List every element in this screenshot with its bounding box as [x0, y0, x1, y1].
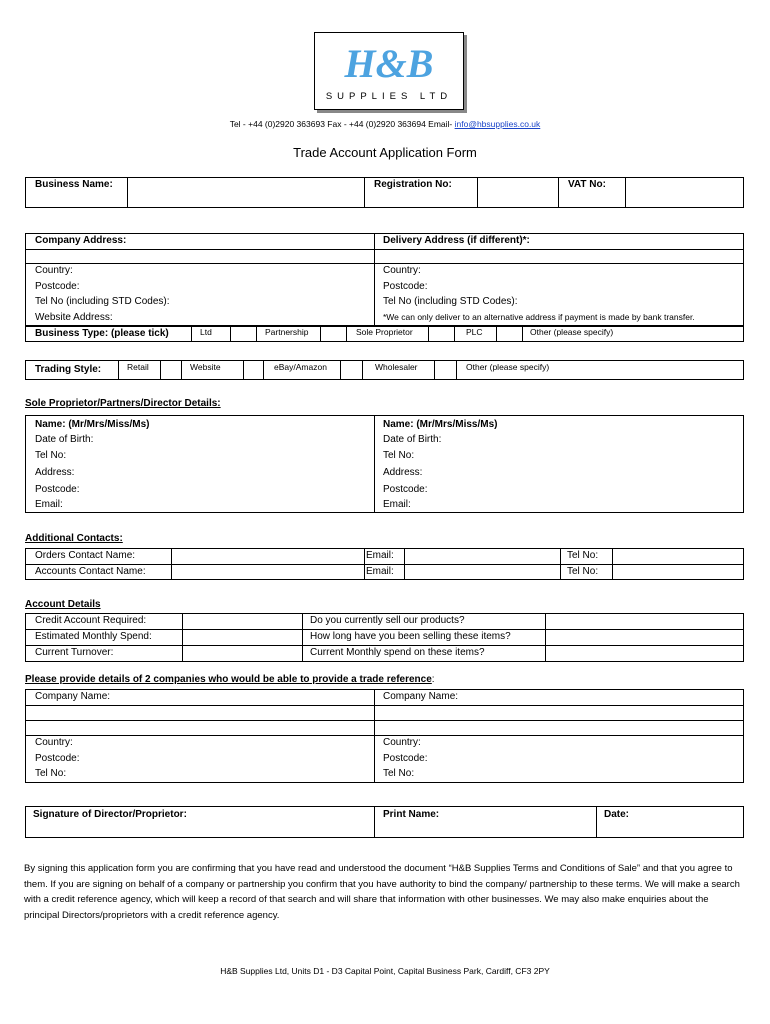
business-type-ltd-label: Ltd: [200, 327, 212, 337]
print-name-input[interactable]: [375, 822, 596, 837]
contacts-heading: Additional Contacts:: [25, 533, 123, 544]
trading-style-other-label: Other (please specify): [466, 362, 550, 372]
trading-style-retail-checkbox[interactable]: [161, 361, 181, 379]
delivery-address-label: Delivery Address (if different)*:: [383, 235, 530, 246]
director1-address-label: Address:: [35, 467, 75, 478]
business-type-sole-label: Sole Proprietor: [356, 327, 413, 337]
current-spend-label: Current Monthly spend on these items?: [310, 647, 485, 658]
registration-no-label: Registration No:: [374, 179, 452, 190]
company-address-input[interactable]: [26, 250, 374, 263]
accounts-contact-input[interactable]: [172, 565, 364, 579]
ref1-country-label: Country:: [35, 737, 73, 748]
trading-style-other-input[interactable]: [565, 361, 743, 379]
ref2-company-name-label: Company Name:: [383, 691, 459, 702]
delivery-tel-label: Tel No (including STD Codes):: [383, 296, 518, 307]
print-name-label: Print Name:: [383, 809, 440, 820]
vat-no-input[interactable]: [626, 178, 743, 207]
ref1-tel-label: Tel No:: [35, 768, 67, 779]
director2-email-label: Email:: [383, 499, 411, 510]
current-turnover-label: Current Turnover:: [35, 647, 114, 658]
director1-tel-label: Tel No:: [35, 450, 67, 461]
director2-tel-label: Tel No:: [383, 450, 415, 461]
orders-contact-input[interactable]: [172, 549, 364, 564]
business-name-label: Business Name:: [35, 179, 113, 190]
delivery-note: *We can only deliver to an alternative address if payment is made by bank transfer.: [383, 312, 695, 322]
accounts-tel-input[interactable]: [613, 565, 743, 579]
business-type-label: Business Type: (please tick): [35, 328, 169, 339]
date-label: Date:: [604, 809, 630, 820]
references-heading-colon: :: [431, 674, 435, 685]
directors-heading: Sole Proprietor/Partners/Director Details:: [25, 398, 221, 409]
orders-contact-label: Orders Contact Name:: [35, 550, 136, 561]
orders-email-input[interactable]: [405, 549, 560, 564]
registration-no-input[interactable]: [478, 178, 558, 207]
ref2-tel-label: Tel No:: [383, 768, 415, 779]
email-link[interactable]: info@hbsupplies.co.uk: [454, 119, 541, 129]
accounts-tel-label: Tel No:: [567, 566, 599, 577]
trading-style-wholesaler-checkbox[interactable]: [435, 361, 456, 379]
sell-products-input[interactable]: [546, 614, 743, 629]
business-type-sole-checkbox[interactable]: [429, 327, 454, 341]
business-type-plc-checkbox[interactable]: [497, 327, 522, 341]
signature-input[interactable]: [26, 822, 374, 837]
sell-products-label: Do you currently sell our products?: [310, 615, 465, 626]
company-country-label: Country:: [35, 265, 73, 276]
trading-style-label: Trading Style:: [35, 364, 102, 375]
director1-email-label: Email:: [35, 499, 63, 510]
logo-main-text: H&B: [344, 41, 434, 86]
logo-sub-text: SUPPLIES LTD: [325, 91, 453, 102]
accounts-contact-label: Accounts Contact Name:: [35, 566, 146, 577]
trading-style-website-checkbox[interactable]: [244, 361, 263, 379]
website-label: Website Address:: [35, 312, 113, 323]
ref2-country-label: Country:: [383, 737, 421, 748]
director2-dob-label: Date of Birth:: [383, 434, 442, 445]
business-type-partnership-checkbox[interactable]: [321, 327, 346, 341]
ref2-address-input[interactable]: [375, 706, 743, 735]
logo-graphic: [315, 33, 463, 109]
business-type-partnership-label: Partnership: [265, 327, 309, 337]
form-title: Trade Account Application Form: [293, 145, 477, 160]
company-logo: [314, 32, 464, 110]
declaration-text: By signing this application form you are confirming that you have read and understood the document “H&B Supplies Terms and Conditions of Sale” and that you agree to them. If you are signing on behalf of a company or partnership you confirm that you have authority to bind the company/ partnership to these terms. We will make a search with a credit reference agency, which will keep a record of that search and will share that information with other businesses. We may also make enquiries about the principal Directors/proprietors with a credit reference agency.: [24, 863, 740, 921]
references-heading: Please provide details of 2 companies who would be able to provide a trade reference: [25, 674, 432, 685]
contact-line: [0, 119, 770, 129]
account-details-heading: Account Details: [25, 599, 101, 610]
company-tel-label: Tel No (including STD Codes):: [35, 296, 170, 307]
monthly-spend-label: Estimated Monthly Spend:: [35, 631, 152, 642]
director2-address-label: Address:: [383, 467, 423, 478]
business-name-input[interactable]: [128, 178, 364, 207]
how-long-input[interactable]: [546, 630, 743, 645]
ref1-postcode-label: Postcode:: [35, 753, 80, 764]
business-type-ltd-checkbox[interactable]: [231, 327, 256, 341]
trading-style-wholesaler-label: Wholesaler: [375, 362, 418, 372]
delivery-country-label: Country:: [383, 265, 421, 276]
director1-postcode-label: Postcode:: [35, 484, 80, 495]
business-type-plc-label: PLC: [466, 327, 483, 337]
ref1-company-name-label: Company Name:: [35, 691, 111, 702]
trading-style-ebay-label: eBay/Amazon: [274, 362, 327, 372]
business-type-other-label: Other (please specify): [530, 327, 614, 337]
credit-account-label: Credit Account Required:: [35, 615, 147, 626]
trading-style-ebay-checkbox[interactable]: [341, 361, 362, 379]
director1-dob-label: Date of Birth:: [35, 434, 94, 445]
signature-label: Signature of Director/Proprietor:: [33, 809, 187, 820]
accounts-email-label: Email:: [366, 566, 394, 577]
vat-no-label: VAT No:: [568, 179, 606, 190]
trading-style-website-label: Website: [190, 362, 221, 372]
current-spend-input[interactable]: [546, 646, 743, 661]
company-postcode-label: Postcode:: [35, 281, 80, 292]
director2-name-label: Name: (Mr/Mrs/Miss/Ms): [383, 419, 498, 430]
orders-tel-input[interactable]: [613, 549, 743, 564]
business-type-other-input[interactable]: [630, 327, 743, 341]
references-heading-line: [25, 674, 435, 685]
credit-account-input[interactable]: [183, 614, 302, 629]
orders-tel-label: Tel No:: [567, 550, 599, 561]
director2-postcode-label: Postcode:: [383, 484, 428, 495]
company-address-label: Company Address:: [35, 235, 127, 246]
delivery-address-input[interactable]: [375, 250, 743, 263]
footer-address: H&B Supplies Ltd, Units D1 - D3 Capital Point, Capital Business Park, Cardiff, CF3 2PY: [220, 966, 550, 976]
orders-email-label: Email:: [366, 550, 394, 561]
accounts-email-input[interactable]: [405, 565, 560, 579]
date-input[interactable]: [597, 822, 743, 837]
delivery-postcode-label: Postcode:: [383, 281, 428, 292]
ref2-postcode-label: Postcode:: [383, 753, 428, 764]
ref1-address-input[interactable]: [26, 706, 374, 735]
contact-text: Tel - +44 (0)2920 363693 Fax - +44 (0)2920 363694 Email-: [229, 119, 455, 129]
monthly-spend-input[interactable]: [183, 630, 302, 645]
current-turnover-input[interactable]: [183, 646, 302, 661]
director1-name-label: Name: (Mr/Mrs/Miss/Ms): [35, 419, 150, 430]
trading-style-retail-label: Retail: [127, 362, 149, 372]
how-long-label: How long have you been selling these items?: [310, 631, 511, 642]
